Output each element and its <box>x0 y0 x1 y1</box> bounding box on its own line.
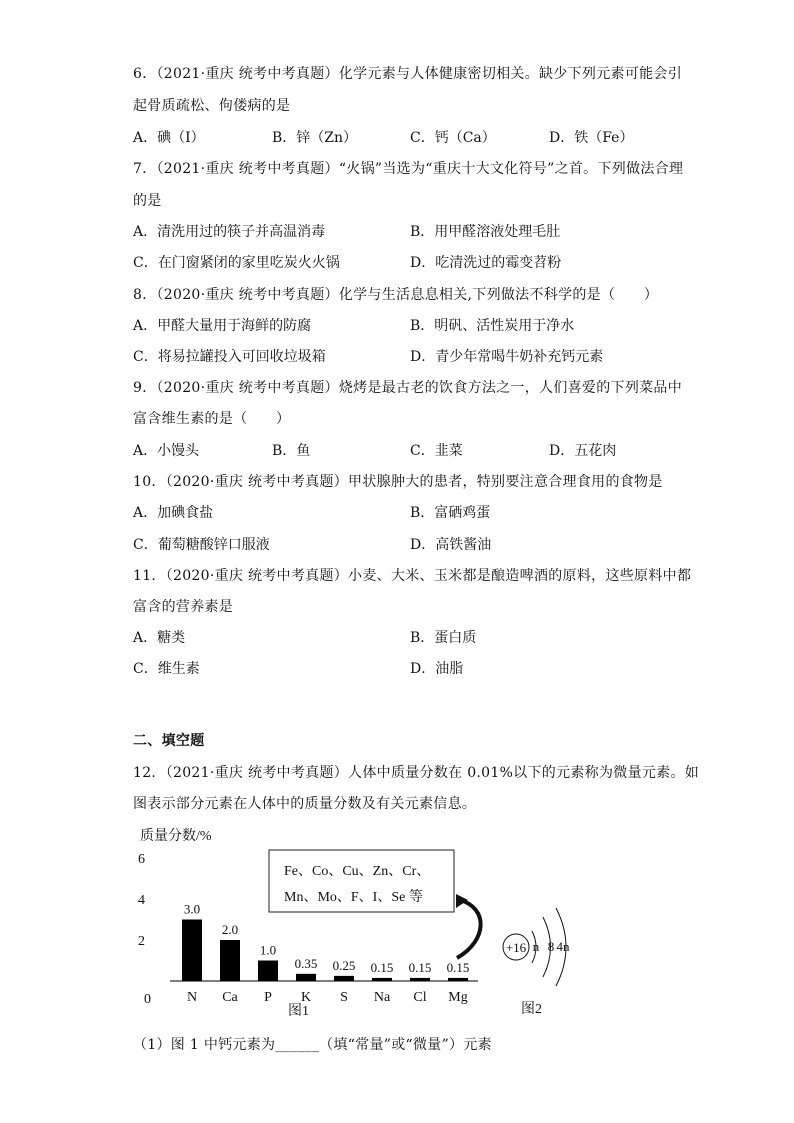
section-title: 二、填空题 <box>133 733 205 749</box>
atom-diagram <box>503 908 570 986</box>
q7-option-b: B．用甲醛溶液处理毛肚 <box>410 224 561 240</box>
atom-nucleus-charge: +16 <box>505 940 527 955</box>
q10-option-d: D．高铁酱油 <box>410 537 492 553</box>
q11-option-b: B．蛋白质 <box>410 630 477 646</box>
bar-ca <box>220 940 240 981</box>
question-11-stem-cont: 富含的营养素是 <box>133 599 234 615</box>
bar-s <box>334 976 354 981</box>
q8-option-d: D．青少年常喝牛奶补充钙元素 <box>410 349 604 365</box>
value-label-na: 0.15 <box>370 959 394 975</box>
q6-option-b: B．锌（Zn） <box>272 130 358 146</box>
question-9-stem-cont: 富含维生素的是（ ） <box>133 411 291 427</box>
category-label-s: S <box>340 990 348 1005</box>
question-12-stem-cont: 图表示部分元素在人体中的质量分数及有关元素信息。 <box>133 796 477 812</box>
question-6-stem-cont: 起骨质疏松、佝偻病的是 <box>133 98 291 114</box>
q8-option-b: B．明矾、活性炭用于净水 <box>410 318 575 334</box>
question-10-stem: 10．（2020·重庆 统考中考真题）甲状腺肿大的患者，特别要注意合理食用的食物是 <box>133 474 663 490</box>
q7-option-d: D．吃清洗过的霉变苕粉 <box>410 255 562 271</box>
element-box-line2: Mn、Mo、F、I、Se 等 <box>284 890 423 905</box>
bar-p <box>258 961 278 982</box>
q9-option-c: C．韭菜 <box>410 443 463 459</box>
question-8-stem: 8．（2020·重庆 统考中考真题）化学与生活息息相关,下列做法不科学的是（ ） <box>133 287 659 303</box>
q9-option-b: B．鱼 <box>272 443 311 459</box>
category-label-k: K <box>300 990 312 1005</box>
bar-n <box>182 920 202 982</box>
q7-option-a: A．清洗用过的筷子并高温消毒 <box>133 224 326 240</box>
figure-chart <box>130 820 570 1025</box>
question-11-stem: 11．（2020·重庆 统考中考真题）小麦、大米、玉米都是酿造啤酒的原料，这些原料中都 <box>133 568 692 584</box>
figure1-caption: 图1 <box>288 1004 309 1019</box>
element-box-line1: Fe、Co、Cu、Zn、Cr、 <box>284 864 431 879</box>
question-12-sub1: （1）图 1 中钙元素为______（填“常量”或“微量”）元素 <box>133 1037 492 1053</box>
q6-option-a: A．碘（I） <box>133 130 205 146</box>
q6-option-c: C．钙（Ca） <box>410 130 496 146</box>
q10-option-b: B．富硒鸡蛋 <box>410 505 491 521</box>
shell-1-electrons: n <box>532 939 540 954</box>
q9-option-d: D．五花肉 <box>549 443 617 459</box>
category-label-ca: Ca <box>222 990 238 1005</box>
question-7-stem-cont: 的是 <box>133 193 162 209</box>
category-label-na: Na <box>373 990 391 1005</box>
arrow-head-icon <box>456 894 468 908</box>
q10-option-c: C．葡萄糖酸锌口服液 <box>133 537 270 553</box>
y-tick-label: 2 <box>138 934 145 949</box>
value-label-ca: 2.0 <box>221 922 239 937</box>
category-label-cl: Cl <box>413 990 427 1005</box>
q9-option-a: A．小馒头 <box>133 443 200 459</box>
chart-ylabel: 质量分数/% <box>140 829 212 844</box>
question-12-stem: 12．（2021·重庆 统考中考真题）人体中质量分数在 0.01%以下的元素称为微量元素。如 <box>133 765 700 781</box>
value-label-s: 0.25 <box>332 957 356 973</box>
y-tick-label: 0 <box>144 992 151 1007</box>
chart-yticks <box>138 852 151 1007</box>
curved-arrow <box>457 900 481 958</box>
q6-option-d: D．铁（Fe） <box>549 130 634 146</box>
shell-2-electrons: 8 <box>547 939 555 954</box>
y-tick-label: 4 <box>138 893 145 908</box>
value-label-cl: 0.15 <box>408 959 432 975</box>
bar-k <box>296 974 316 981</box>
value-label-k: 0.35 <box>294 955 318 971</box>
question-9-stem: 9．（2020·重庆 统考中考真题）烧烤是最古老的饮食方法之一，人们喜爱的下列菜品中 <box>133 380 683 396</box>
value-label-n: 3.0 <box>183 901 201 917</box>
value-label-mg: 0.15 <box>446 959 470 975</box>
q7-option-c: C．在门窗紧闭的家里吃炭火火锅 <box>133 255 340 271</box>
q11-option-a: A．糖类 <box>133 630 186 646</box>
q8-option-a: A．甲醛大量用于海鲜的防腐 <box>133 318 312 334</box>
q11-option-c: C．维生素 <box>133 661 200 677</box>
category-label-p: P <box>264 990 272 1005</box>
chart-category-labels <box>187 990 468 1005</box>
chart-bars <box>170 920 478 982</box>
y-tick-label: 6 <box>138 852 145 867</box>
value-label-p: 1.0 <box>259 942 277 958</box>
q8-option-c: C．将易拉罐投入可回收垃圾箱 <box>133 349 326 365</box>
figure2-caption: 图2 <box>521 1002 542 1017</box>
category-label-mg: Mg <box>448 990 468 1005</box>
q11-option-d: D．油脂 <box>410 661 464 677</box>
shell-3-electrons: 4n <box>556 939 570 954</box>
q10-option-a: A．加碘食盐 <box>133 505 214 521</box>
question-6-stem: 6．（2021·重庆 统考中考真题）化学元素与人体健康密切相关。缺少下列元素可能会引 <box>133 66 683 82</box>
question-7-stem: 7．（2021·重庆 统考中考真题）“火锅”当选为“重庆十大文化符号”之首。下列做法合理 <box>133 161 684 177</box>
category-label-n: N <box>186 990 198 1005</box>
